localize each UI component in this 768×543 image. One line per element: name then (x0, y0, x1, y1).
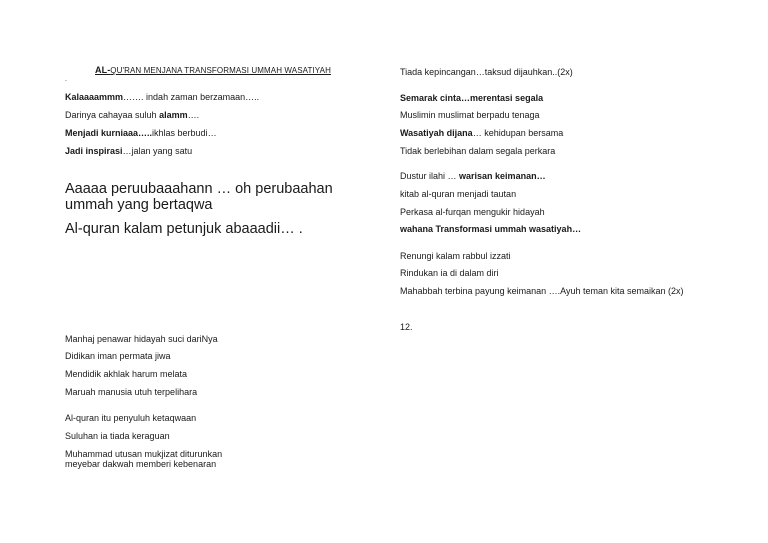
left-verse1-line3 (65, 128, 217, 139)
text-segment: ikhlas berbudi… (152, 128, 217, 138)
text-segment: Dustur ilahi … (400, 171, 460, 181)
left-verse3-line3: Muhammad utusan mukjizat diturunkan (65, 449, 223, 459)
chorus-line2: ummah yang bertaqwa (65, 197, 213, 213)
title-prefix: AL- (95, 65, 111, 75)
text-segment: alamm (159, 110, 188, 120)
right-verse5-line2: kitab al-quran menjadi tautan (400, 189, 517, 199)
chorus-line1: Aaaaa peruubaaahann … oh perubaahan (65, 181, 333, 197)
text-segment: Wasatiyah dijana (400, 128, 473, 138)
text-segment: …jalan yang satu (122, 146, 193, 156)
right-verse6-line2: Rindukan ia di dalam diri (400, 268, 499, 278)
title-rest: QU'RAN MENJANA TRANSFORMASI UMMAH WASATIYAH (110, 66, 331, 75)
right-verse4-line4: Tidak berlebihan dalam segala perkara (400, 146, 556, 156)
right-verse5-line1 (400, 171, 546, 182)
right-verse4-line3 (400, 128, 563, 139)
text-segment: Menjadi kurniaaa….. (65, 128, 153, 138)
right-verse5-line4: wahana Transformasi ummah wasatiyah… (400, 224, 582, 234)
left-verse3-line4: meyebar dakwah memberi kebenaran (65, 459, 217, 469)
right-line1: Tiada kepincangan…taksud dijauhkan..(2x) (400, 67, 573, 77)
right-verse6-line1: Renungi kalam rabbul izzati (400, 251, 511, 261)
left-verse1-line4 (65, 146, 192, 157)
song-title (95, 65, 331, 76)
left-verse2-line3: Mendidik akhlak harum melata (65, 369, 188, 379)
stray-dot: . (65, 76, 67, 83)
right-verse4-line1: Semarak cinta…merentasi segala (400, 93, 544, 103)
left-verse3-line1: Al-quran itu penyuluh ketaqwaan (65, 413, 197, 423)
text-segment: warisan keimanan… (459, 171, 546, 181)
text-segment: Jadi inspirasi (65, 146, 123, 156)
text-segment: …. (187, 110, 200, 120)
left-verse2-line1: Manhaj penawar hidayah suci dariNya (65, 334, 218, 344)
left-verse2-line4: Maruah manusia utuh terpelihara (65, 387, 198, 397)
page-number: 12. (400, 322, 413, 332)
text-segment: Kalaaaammm (65, 92, 124, 102)
text-segment: … kehidupan bersama (472, 128, 564, 138)
left-verse2-line2: Didikan iman permata jiwa (65, 351, 171, 361)
left-verse1-line1 (65, 92, 259, 103)
right-verse4-line2: Muslimin muslimat berpadu tenaga (400, 110, 540, 120)
left-verse1-line2 (65, 110, 199, 121)
left-verse3-line2: Suluhan ia tiada keraguan (65, 431, 170, 441)
text-segment: Darinya cahayaa suluh (65, 110, 160, 120)
chorus-line3: Al-quran kalam petunjuk abaaadii… . (65, 221, 303, 237)
right-verse5-line3: Perkasa al-furqan mengukir hidayah (400, 207, 545, 217)
text-segment: ……. indah zaman berzamaan….. (123, 92, 260, 102)
right-verse6-line3: Mahabbah terbina payung keimanan ….Ayuh teman kita semaikan (2x) (400, 286, 684, 296)
